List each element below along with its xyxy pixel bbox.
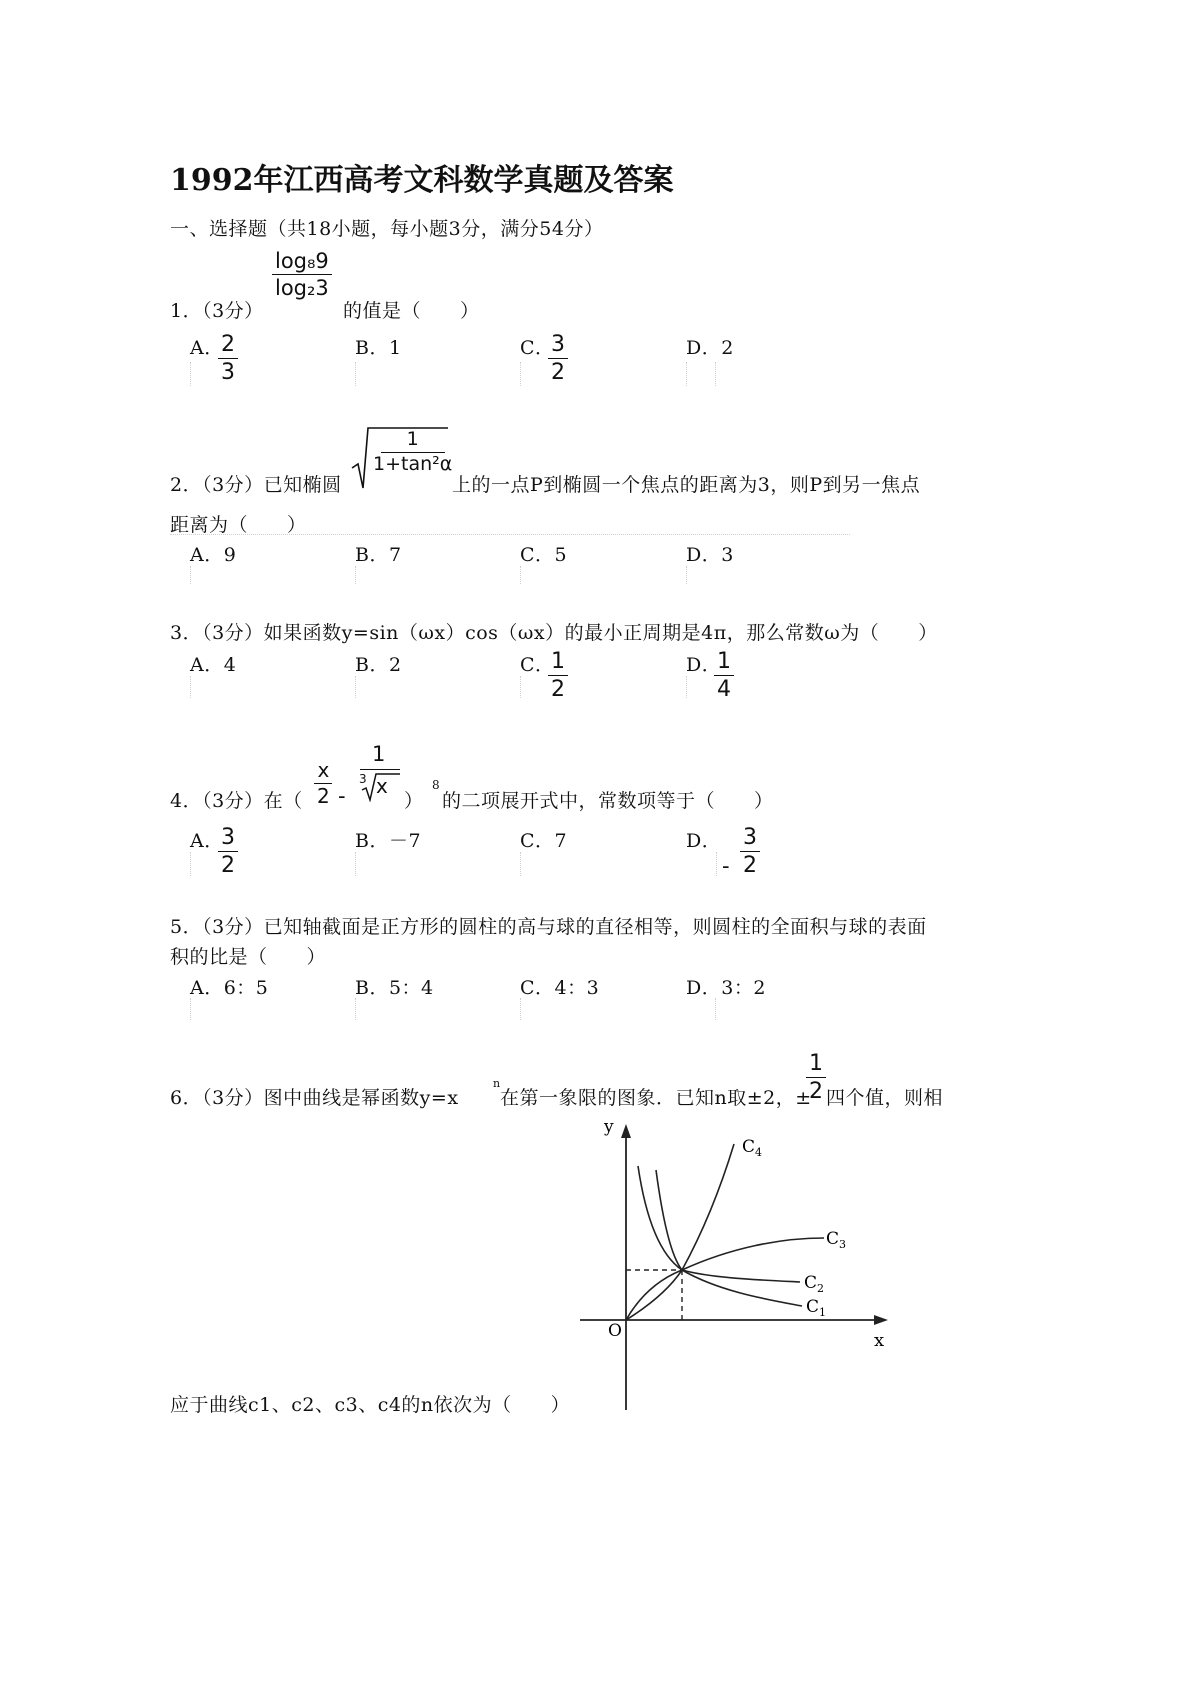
q3-c-num: 1 (548, 650, 568, 676)
y-axis-label: y (604, 1117, 614, 1137)
c2-label: $C_2$ (804, 1273, 825, 1295)
guide-dots (686, 362, 687, 386)
q2-line2: 距离为（ ） (170, 514, 307, 536)
q1-option-a (218, 333, 238, 384)
guide-dots (716, 852, 717, 876)
q4-power: 8 (432, 778, 441, 792)
q4-post: 的二项展开式中，常数项等于（ ） (442, 790, 774, 812)
q4-option-b: B．－7 (355, 830, 422, 852)
guide-dots (190, 362, 191, 386)
q4-close: ） (404, 790, 424, 812)
q1-c-den: 2 (551, 360, 565, 386)
q3-option-a: A．4 (190, 654, 237, 676)
q6-frac-num: 1 (806, 1052, 826, 1078)
q4-d-sign: - (722, 854, 730, 878)
guide-dots (715, 998, 716, 1020)
q1-c-num: 3 (548, 333, 568, 359)
guide-dots (520, 362, 521, 386)
q1-option-c-label: C． (520, 337, 555, 359)
guide-dots (355, 852, 356, 876)
q1-frac-num: log₈9 (272, 250, 332, 275)
q2-line1-pre: 2．（3分）已知椭圆 (170, 474, 342, 496)
q4-f2-num: 1 (372, 742, 386, 766)
q4-option-d-label: D． (686, 830, 722, 852)
q4-option-a (218, 826, 238, 877)
guide-dots (190, 852, 191, 876)
q2-option-b: B．7 (355, 544, 402, 566)
q4-frac2 (356, 742, 402, 804)
q2-option-c: C．5 (520, 544, 568, 566)
q2-line1-post: 上的一点P到椭圆一个焦点的距离为3，则P到另一焦点 (452, 474, 921, 496)
q3-text: 3．（3分）如果函数y=sin（ωx）cos（ωx）的最小正周期是4π，那么常数ω为（ ） (170, 622, 938, 644)
origin-label: O (608, 1321, 622, 1341)
q4-root-index: 3 (359, 772, 367, 786)
q3-d-den: 4 (717, 677, 731, 703)
q6-post: 四个值，则相 (826, 1087, 944, 1109)
q2-root-num: 1 (381, 430, 445, 453)
q4-pre: 4．（3分）在（ (170, 790, 303, 812)
q4-option-d (740, 826, 760, 877)
q6-sup: n (493, 1077, 501, 1090)
y-axis-arrow (621, 1124, 631, 1138)
q4-a-den: 2 (221, 853, 235, 879)
q6-mid: 在第一象限的图象．已知n取±2，± (500, 1087, 812, 1109)
q6-frac-den: 2 (809, 1079, 823, 1105)
curve-c3 (626, 1238, 827, 1320)
q3-option-d-label: D． (686, 654, 722, 676)
curve-c4 (626, 1144, 734, 1320)
guide-dots (190, 676, 191, 698)
q4-minus: - (338, 784, 346, 808)
q3-option-c-label: C． (520, 654, 555, 676)
q2-option-d: D．3 (686, 544, 734, 566)
q5-option-b: B．5：4 (355, 977, 434, 999)
q4-f1-num: x (314, 760, 332, 784)
q4-option-a-label: A． (190, 830, 224, 852)
q3-c-den: 2 (551, 677, 565, 703)
c3-label: $C_3$ (826, 1229, 847, 1251)
guide-dots (520, 566, 521, 584)
guide-dots (520, 852, 521, 876)
guide-dots (355, 362, 356, 386)
q5-option-d: D．3：2 (686, 977, 766, 999)
q3-d-num: 1 (714, 650, 734, 676)
q1-frac-den: log₂3 (275, 276, 329, 301)
c4-label: $C_4$ (742, 1137, 763, 1159)
q4-d-num: 3 (740, 826, 760, 852)
guide-dots (520, 676, 521, 698)
q2-option-a: A．9 (190, 544, 237, 566)
power-function-graph (570, 1110, 910, 1410)
guide-dots (170, 534, 850, 535)
guide-dots (190, 998, 191, 1020)
guide-dots (715, 362, 716, 386)
q1-a-num: 2 (218, 333, 238, 359)
fraction-bar (360, 769, 400, 770)
x-axis-arrow (874, 1315, 888, 1325)
q5-option-a: A．6：5 (190, 977, 269, 999)
q1-expression (272, 250, 332, 299)
q5-option-c: C．4：3 (520, 977, 600, 999)
q4-radicand: x (376, 774, 388, 798)
q5-line2: 积的比是（ ） (170, 946, 327, 968)
guide-dots (520, 998, 521, 1020)
q2-root-den: 1+tan²α (373, 452, 453, 475)
guide-dots (355, 998, 356, 1020)
page-title: 1992年江西高考文科数学真题及答案 (170, 163, 674, 198)
guide-dots (355, 676, 356, 698)
q1-option-a-label: A． (190, 337, 224, 359)
c1-label: $C_1$ (806, 1297, 827, 1319)
q1-option-b: B．1 (355, 337, 402, 359)
q4-a-num: 3 (218, 826, 238, 852)
curve-c2 (656, 1170, 800, 1282)
q3-option-d (714, 650, 734, 701)
guide-dots (355, 566, 356, 584)
q4-f1-den: 2 (317, 784, 330, 808)
q5-line1: 5．（3分）已知轴截面是正方形的圆柱的高与球的直径相等，则圆柱的全面积与球的表面 (170, 916, 927, 938)
q3-option-c (548, 650, 568, 701)
q6-pre: 6．（3分）图中曲线是幂函数y=x (170, 1087, 459, 1109)
x-axis-label: x (874, 1330, 885, 1351)
q4-option-c: C．7 (520, 830, 568, 852)
guide-dots (686, 566, 687, 584)
section-header: 一、选择题（共18小题，每小题3分，满分54分） (170, 218, 604, 240)
q1-after: 的值是（ ） (343, 300, 480, 322)
q1-a-den: 3 (221, 360, 235, 386)
q6-line2: 应于曲线c1、c2、c3、c4的n依次为（ ） (170, 1394, 571, 1416)
q2-root-expression (350, 424, 453, 494)
q4-d-den: 2 (743, 853, 757, 879)
q1-option-d: D．2 (686, 337, 734, 359)
q3-option-b: B．2 (355, 654, 402, 676)
q1-option-c (548, 333, 568, 384)
guide-dots (686, 676, 687, 698)
q4-frac1 (314, 760, 333, 807)
guide-dots (190, 566, 191, 584)
q1-number: 1．（3分） (170, 300, 264, 322)
q6-frac (806, 1052, 826, 1103)
